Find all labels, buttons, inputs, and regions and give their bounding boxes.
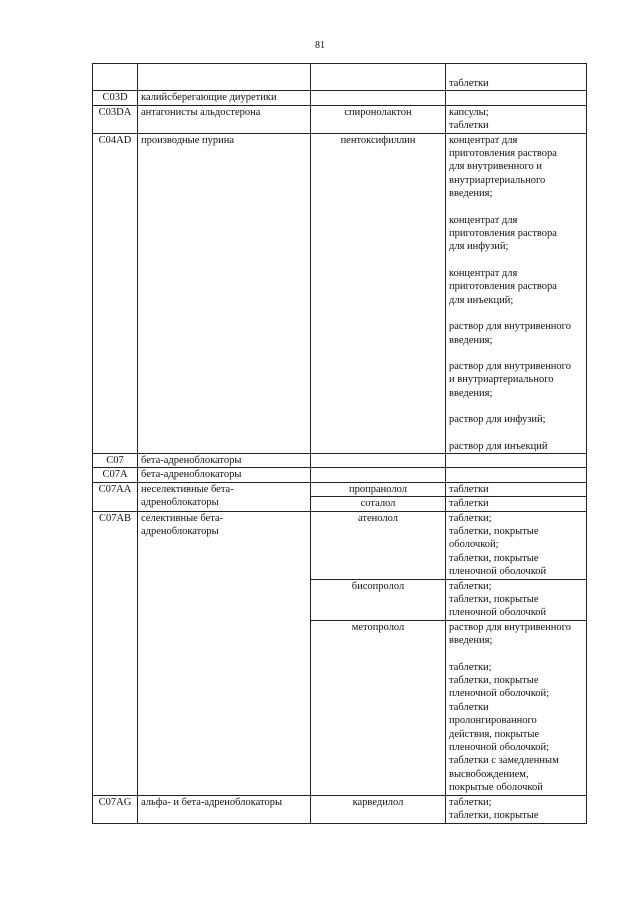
dosage-form-line: раствор для инъекций bbox=[449, 440, 548, 452]
dosage-form-line: для инфузий; bbox=[449, 241, 509, 253]
dosage-form-line: введения; bbox=[449, 188, 493, 200]
dosage-form-line: капсулы; bbox=[449, 106, 489, 118]
dosage-form-cell bbox=[446, 133, 587, 453]
table-row bbox=[93, 482, 587, 496]
atc-code-cell: C07AG bbox=[93, 795, 138, 823]
drug-name-cell: метопролол bbox=[311, 620, 446, 795]
table-row bbox=[93, 105, 587, 133]
drug-name-cell: бисопролол bbox=[311, 579, 446, 620]
atc-code-cell: C03DA bbox=[93, 105, 138, 133]
group-name-cell bbox=[138, 482, 311, 511]
drug-name-cell: пропранолол bbox=[311, 482, 446, 496]
dosage-form-line: приготовления раствора bbox=[449, 281, 557, 293]
dosage-form-cell bbox=[446, 64, 587, 91]
dosage-form-cell bbox=[446, 511, 587, 579]
dosage-form-line: таблетки, покрытые bbox=[449, 810, 539, 822]
dosage-form-line: таблетки; bbox=[449, 580, 492, 592]
dosage-form-line: таблетки; bbox=[449, 512, 492, 524]
table-row bbox=[93, 453, 587, 467]
dosage-form-line: раствор для внутривенного bbox=[449, 621, 571, 633]
dosage-form-cell bbox=[446, 453, 587, 467]
dosage-form-line: пленочной оболочкой; bbox=[449, 688, 550, 700]
dosage-form-cell bbox=[446, 620, 587, 795]
dosage-form-cell bbox=[446, 795, 587, 823]
dosage-form-line: таблетки bbox=[449, 78, 489, 89]
atc-code-cell bbox=[93, 64, 138, 91]
drug-name-cell: атенолол bbox=[311, 511, 446, 579]
dosage-form-line: пленочной оболочкой bbox=[449, 607, 547, 619]
dosage-form-line: оболочкой; bbox=[449, 539, 499, 551]
dosage-form-cell bbox=[446, 482, 587, 496]
dosage-form-line: таблетки bbox=[449, 483, 489, 495]
group-name-cell: альфа- и бета-адреноблокаторы bbox=[138, 795, 311, 823]
drug-name-cell bbox=[311, 453, 446, 467]
dosage-form-line: приготовления раствора bbox=[449, 228, 557, 240]
table-row bbox=[93, 468, 587, 482]
dosage-form-line: раствор для внутривенного bbox=[449, 321, 571, 333]
dosage-form-line: раствор для инфузий; bbox=[449, 414, 546, 426]
drug-name-cell bbox=[311, 91, 446, 105]
atc-code-cell: C07AB bbox=[93, 511, 138, 795]
dosage-form-cell bbox=[446, 105, 587, 133]
dosage-form-line: приготовления раствора bbox=[449, 148, 557, 160]
group-name-cell: калийсберегающие диуретики bbox=[138, 91, 311, 105]
dosage-form-line: для внутривенного и bbox=[449, 161, 543, 173]
drug-name-cell: пентоксифиллин bbox=[311, 133, 446, 453]
dosage-form-line: введения; bbox=[449, 635, 493, 647]
group-name-cell: производные пурина bbox=[138, 133, 311, 453]
dosage-form-line: таблетки, покрытые bbox=[449, 675, 539, 687]
dosage-form-line: таблетки; bbox=[449, 661, 492, 673]
dosage-form-line: таблетки, покрытые bbox=[449, 525, 539, 537]
table-row bbox=[93, 64, 587, 91]
drug-name-cell: карведилол bbox=[311, 795, 446, 823]
dosage-form-line: таблетки; bbox=[449, 796, 492, 808]
atc-code-cell: C07 bbox=[93, 453, 138, 467]
table-row bbox=[93, 795, 587, 823]
dosage-form-line: пролонгированного bbox=[449, 715, 537, 727]
dosage-form-cell bbox=[446, 497, 587, 511]
atc-code-cell: C03D bbox=[93, 91, 138, 105]
table-row bbox=[93, 133, 587, 453]
dosage-form-line: пленочной оболочкой; bbox=[449, 742, 550, 754]
dosage-form-line: таблетки bbox=[449, 498, 489, 510]
dosage-form-line: таблетки bbox=[449, 701, 489, 713]
group-name-line: селективные бета- bbox=[141, 512, 224, 524]
drug-table bbox=[92, 63, 587, 824]
group-name-cell bbox=[138, 511, 311, 795]
atc-code-cell: C07AA bbox=[93, 482, 138, 511]
group-name-line: адреноблокаторы bbox=[141, 525, 219, 537]
dosage-form-line: таблетки, покрытые bbox=[449, 552, 539, 564]
dosage-form-line: для инъекций; bbox=[449, 294, 514, 306]
dosage-form-line: таблетки, покрытые bbox=[449, 594, 539, 605]
drug-name-cell: соталол bbox=[311, 497, 446, 511]
dosage-form-line: раствор для внутривенного bbox=[449, 360, 571, 372]
dosage-form-line: пленочной оболочкой bbox=[449, 566, 547, 578]
drug-name-cell bbox=[311, 64, 446, 91]
dosage-form-line: внутриартериального bbox=[449, 174, 546, 186]
dosage-form-line: и внутриартериального bbox=[449, 374, 554, 386]
dosage-form-line: концентрат для bbox=[449, 134, 518, 146]
dosage-form-cell bbox=[446, 91, 587, 105]
page-number: 81 bbox=[315, 40, 325, 51]
drug-name-cell: спиронолактон bbox=[311, 105, 446, 133]
atc-code-cell: C07A bbox=[93, 468, 138, 482]
dosage-form-line: введения; bbox=[449, 387, 493, 399]
dosage-form-line: покрытые оболочкой bbox=[449, 782, 543, 794]
dosage-form-line: высвобождением, bbox=[449, 768, 529, 780]
table-row bbox=[93, 511, 587, 579]
dosage-form-line: введения; bbox=[449, 334, 493, 346]
group-name-cell bbox=[138, 64, 311, 91]
drug-name-cell bbox=[311, 468, 446, 482]
dosage-form-cell bbox=[446, 579, 587, 620]
group-name-cell: бета-адреноблокаторы bbox=[138, 453, 311, 467]
dosage-form-line: концентрат для bbox=[449, 214, 518, 226]
table-row bbox=[93, 91, 587, 105]
group-name-line: неселективные бета- bbox=[141, 483, 234, 495]
group-name-cell: бета-адреноблокаторы bbox=[138, 468, 311, 482]
dosage-form-line: концентрат для bbox=[449, 267, 518, 279]
atc-code-cell: C04AD bbox=[93, 133, 138, 453]
dosage-form-line: таблетки с замедленным bbox=[449, 755, 559, 767]
dosage-form-line: действия, покрытые bbox=[449, 728, 540, 740]
group-name-cell: антагонисты альдостерона bbox=[138, 105, 311, 133]
dosage-form-cell bbox=[446, 468, 587, 482]
dosage-form-line: таблетки bbox=[449, 120, 489, 132]
group-name-line: адреноблокаторы bbox=[141, 497, 219, 509]
